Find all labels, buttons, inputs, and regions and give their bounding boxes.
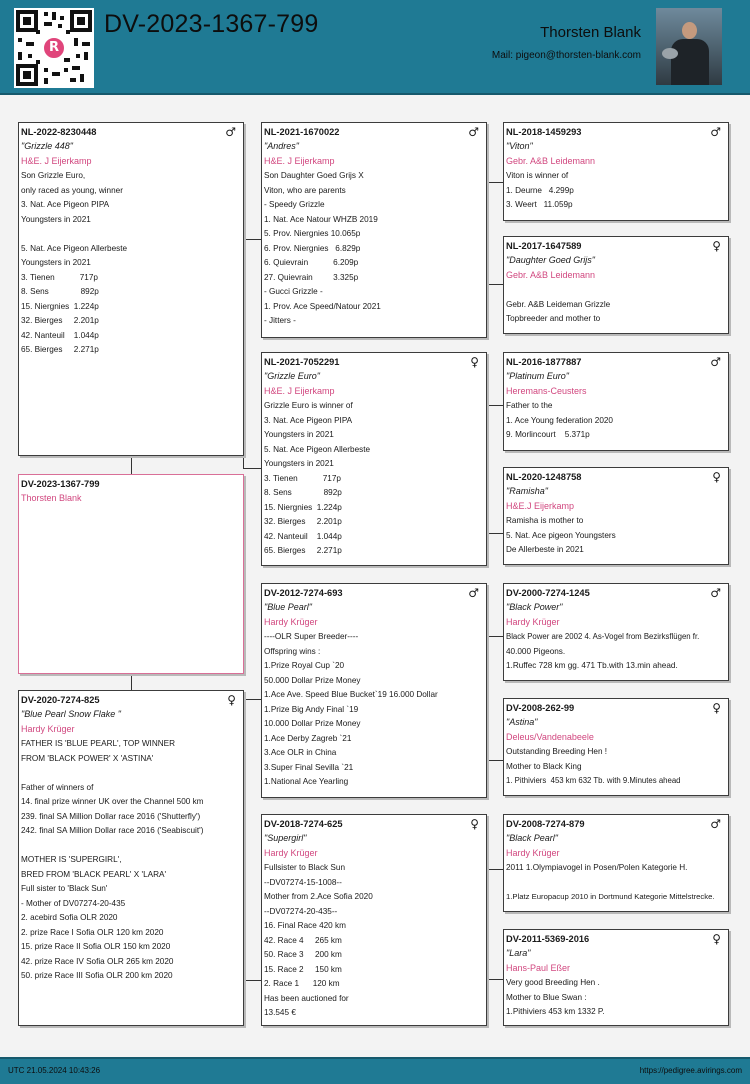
pedigree-card-sdd[interactable] xyxy=(503,467,729,565)
connector-to-ssd xyxy=(488,284,503,285)
owner-email[interactable]: Mail: pigeon@thorsten-blank.com xyxy=(491,50,641,61)
card-line: Mother to Black King xyxy=(506,761,582,771)
card-line: 5. Nat. Ace pigeon Youngsters xyxy=(506,530,616,540)
owner-photo xyxy=(656,8,722,85)
connector-sd-parents xyxy=(488,405,489,533)
card-line: - Mother of DV07274-20-435 xyxy=(21,898,126,908)
ring-number: DV-2011-5369-2016 xyxy=(506,934,590,944)
card-line: Mother from 2.Ace Sofia 2020 xyxy=(264,892,373,901)
ring-number: NL-2021-7052291 xyxy=(264,357,340,367)
female-icon: ♀ xyxy=(712,932,721,946)
card-line: - Gucci Grizzle - xyxy=(264,287,323,296)
pedigree-card-dss[interactable] xyxy=(503,583,729,681)
card-line: Youngsters in 2021 xyxy=(264,459,334,468)
ring-number: DV-2008-262-99 xyxy=(506,703,575,713)
card-line xyxy=(506,876,728,891)
breeder-name: Hardy Krüger xyxy=(264,848,318,858)
page-header xyxy=(0,0,750,95)
card-line: Grizzle Euro is winner of xyxy=(264,401,353,410)
card-line: 3. Weert 11.059p xyxy=(506,200,573,209)
ring-number: NL-2022-8230448 xyxy=(21,127,97,137)
card-line: MOTHER IS 'SUPERGIRL', xyxy=(21,855,122,864)
pedigree-card-sire[interactable] xyxy=(18,122,244,456)
card-line: 3. Nat. Ace Pigeon PIPA xyxy=(21,200,110,209)
card-line: 5. Nat. Ace Pigeon Allerbeste xyxy=(264,444,371,454)
connector-to-dsd xyxy=(488,760,503,761)
card-line: FROM 'BLACK POWER' X 'ASTINA' xyxy=(21,753,154,763)
card-line: Gebr. A&B Leideman Grizzle xyxy=(506,299,611,309)
pedigree-card-dam[interactable] xyxy=(18,690,244,1026)
card-line: 2. acebird Sofia OLR 2020 xyxy=(21,913,118,922)
ring-number: DV-2023-1367-799 xyxy=(21,479,100,489)
pedigree-card-ssd[interactable] xyxy=(503,236,729,334)
female-icon: ♀ xyxy=(227,693,236,707)
pigeon-name: "Blue Pearl" xyxy=(264,602,312,612)
ring-number: NL-2020-1248758 xyxy=(506,472,582,482)
connector-dd-parents xyxy=(488,869,489,979)
card-line: 1.Ace Ave. Speed Blue Bucket`19 16.000 Dollar xyxy=(264,690,438,699)
card-line: 239. final SA Million Dollar race 2016 ('Shutterfly') xyxy=(21,811,201,821)
card-line: Ramisha is mother to xyxy=(506,516,584,525)
pigeon-name: "Grizzle Euro" xyxy=(264,371,320,381)
breeder-name: Heremans-Ceusters xyxy=(506,386,587,396)
card-line: De Allerbeste in 2021 xyxy=(506,545,584,554)
card-line: 15. Niergnies 1.224p xyxy=(21,301,99,311)
card-line: 1. Pithiviers 453 km 632 Tb. with 9.Minutes ahead xyxy=(506,776,681,785)
connector-to-sss xyxy=(488,182,503,183)
male-icon: ♂ xyxy=(468,586,479,600)
card-line: 42. Nanteuil 1.044p xyxy=(264,531,342,541)
ring-number: NL-2016-1877887 xyxy=(506,357,582,367)
male-icon: ♂ xyxy=(710,355,721,369)
card-line: Father to the xyxy=(506,401,553,410)
male-icon: ♂ xyxy=(710,125,721,139)
card-line: 8. Sens 892p xyxy=(264,488,342,497)
connector-dam-to-dd xyxy=(243,980,261,981)
card-line: - Jitters - xyxy=(264,316,296,325)
card-line: 15. Race 2 150 km xyxy=(264,964,342,974)
card-line: - Speedy Grizzle xyxy=(264,200,325,209)
ring-number: DV-2012-7274-693 xyxy=(264,588,343,598)
card-line: 32. Bierges 2.201p xyxy=(264,517,342,526)
card-line: 42. prize Race IV Sofia OLR 265 km 2020 xyxy=(21,956,174,966)
pedigree-card-dam-sire[interactable] xyxy=(261,583,487,798)
card-line: 1.National Ace Yearling xyxy=(264,777,349,786)
breeder-name: Gebr. A&B Leidemann xyxy=(506,156,596,166)
card-line: Black Power are 2002 4. As-Vogel from Bezirksflügen fr. xyxy=(506,632,700,641)
qr-code-icon[interactable] xyxy=(14,8,94,88)
connector-ds-parents xyxy=(488,636,489,760)
male-icon: ♂ xyxy=(468,125,479,139)
card-line: 1.Prize Royal Cup `20 xyxy=(264,661,345,670)
card-line: 2. Race 1 120 km xyxy=(264,979,340,988)
pedigree-card-sds[interactable] xyxy=(503,352,729,451)
pigeon-name: "Grizzle 448" xyxy=(21,141,73,151)
card-line: Youngsters in 2021 xyxy=(264,430,334,439)
card-line: Son Daughter Goed Grijs X xyxy=(264,171,364,180)
card-line: 3.Super Final Sevilla `21 xyxy=(264,762,354,772)
card-line: 15. Niergnies 1.224p xyxy=(264,502,342,512)
document-title: DV-2023-1367-799 xyxy=(104,10,319,38)
card-line: 6. Quievrain 6.209p xyxy=(264,258,359,267)
card-line: Mother to Blue Swan : xyxy=(506,992,587,1002)
card-line xyxy=(506,283,728,298)
connector-to-dss xyxy=(488,636,503,637)
card-line: 9. Morlincourt 5.371p xyxy=(506,430,590,439)
pedigree-card-sire-sire[interactable] xyxy=(261,122,487,338)
connector-to-dds xyxy=(488,869,503,870)
card-line: FATHER IS 'BLUE PEARL', TOP WINNER xyxy=(21,739,176,748)
card-line: Viton, who are parents xyxy=(264,185,346,195)
pigeon-name: "Supergirl" xyxy=(264,833,307,843)
ring-number: NL-2018-1459293 xyxy=(506,127,582,137)
female-icon: ♀ xyxy=(470,817,479,831)
card-line: 10.000 Dollar Prize Money xyxy=(264,719,361,728)
ring-number: DV-2008-7274-879 xyxy=(506,819,585,829)
card-line: 1. Ace Young federation 2020 xyxy=(506,415,613,425)
breeder-name: Hans-Paul Eßer xyxy=(506,963,571,973)
card-line: 32. Bierges 2.201p xyxy=(21,316,99,325)
photo-figure-head xyxy=(682,22,697,39)
breeder-name: H&E. J Eijerkamp xyxy=(264,386,335,396)
breeder-name: Hardy Krüger xyxy=(264,617,318,627)
card-line: 13.545 € xyxy=(264,1008,296,1017)
breeder-name: H&E. J Eijerkamp xyxy=(21,156,92,166)
card-line: Fullsister to Black Sun xyxy=(264,863,345,872)
card-line: 65. Bierges 2.271p xyxy=(21,345,99,354)
owner-breeder-name: Thorsten Blank xyxy=(21,493,82,503)
pedigree-card-ddd[interactable] xyxy=(503,929,729,1026)
pigeon-name: "Platinum Euro" xyxy=(506,371,569,381)
card-line: 40.000 Pigeons. xyxy=(506,646,566,656)
male-icon: ♂ xyxy=(710,586,721,600)
card-line: 1.Platz Europacup 2010 in Dortmund Kategorie Mittelstrecke. xyxy=(506,892,715,901)
card-line: 3.Ace OLR in China xyxy=(264,748,337,757)
card-line: 1.Pithiviers 453 km 1332 P. xyxy=(506,1007,605,1016)
connector-dam-to-ds xyxy=(243,699,261,700)
breeder-name: Deleus/Vandenabeele xyxy=(506,732,594,742)
card-line xyxy=(21,766,243,781)
female-icon: ♀ xyxy=(712,470,721,484)
ring-number: DV-2018-7274-625 xyxy=(264,819,343,829)
card-line: 27. Quievrain 3.325p xyxy=(264,272,359,282)
female-icon: ♀ xyxy=(712,701,721,715)
connector-sire-to-sd xyxy=(243,468,261,469)
card-line: 14. final prize winner UK over the Channel 500 km xyxy=(21,797,204,806)
male-icon: ♂ xyxy=(710,817,721,831)
breeder-name: Hardy Krüger xyxy=(506,848,560,858)
pedigree-card-dsd[interactable] xyxy=(503,698,729,796)
connector-to-ddd xyxy=(488,979,503,980)
ring-number: DV-2000-7274-1245 xyxy=(506,588,590,598)
card-line xyxy=(21,839,243,854)
card-line: 42. Race 4 265 km xyxy=(264,935,342,945)
breeder-name: Hardy Krüger xyxy=(506,617,560,627)
card-line: 2011 1.Olympiavogel in Posen/Polen Kategorie H. xyxy=(506,863,688,872)
card-line: 5. Nat. Ace Pigeon Allerbeste xyxy=(21,243,128,253)
pigeon-name: "Black Power" xyxy=(506,602,563,612)
card-line: 15. prize Race II Sofia OLR 150 km 2020 xyxy=(21,942,171,951)
photo-figure-body xyxy=(671,39,709,85)
card-line: 1. Nat. Ace Natour WHZB 2019 xyxy=(264,214,378,224)
pigeon-name: "Ramisha" xyxy=(506,486,548,496)
pigeon-name: "Black Pearl" xyxy=(506,833,558,843)
pigeon-name: "Daughter Goed Grijs" xyxy=(506,255,595,265)
card-line: Youngsters in 2021 xyxy=(21,214,91,224)
connector-sire-to-ss xyxy=(243,239,261,240)
breeder-name: H&E.J Eijerkamp xyxy=(506,501,575,511)
connector-ss-parents xyxy=(488,182,489,284)
breeder-name: H&E. J Eijerkamp xyxy=(264,156,335,166)
card-line xyxy=(21,227,243,242)
footer-url-link[interactable]: https://pedigree.avirings.com xyxy=(639,1066,742,1075)
pigeon-name: "Blue Pearl Snow Flake " xyxy=(21,709,121,719)
card-line: 2. prize Race I Sofia OLR 120 km 2020 xyxy=(21,927,164,937)
card-line: 42. Nanteuil 1.044p xyxy=(21,330,99,340)
female-icon: ♀ xyxy=(470,355,479,369)
card-line: Very good Breeding Hen . xyxy=(506,978,600,987)
avirings-logo-icon: R xyxy=(42,36,66,60)
card-line: 3. Nat. Ace Pigeon PIPA xyxy=(264,415,353,425)
card-line: Offspring wins : xyxy=(264,646,321,656)
card-line: Youngsters in 2021 xyxy=(21,258,91,267)
card-line: 6. Prov. Niergnies 6.829p xyxy=(264,243,361,253)
card-line: Outstanding Breeding Hen ! xyxy=(506,747,608,756)
footer-timestamp: UTC 21.05.2024 10:43:26 xyxy=(8,1066,101,1075)
connector-to-sds xyxy=(488,405,503,406)
card-line: 16. Final Race 420 km xyxy=(264,921,346,930)
breeder-name: Hardy Krüger xyxy=(21,724,75,734)
owner-name: Thorsten Blank xyxy=(540,24,641,41)
card-line: Son Grizzle Euro, xyxy=(21,171,86,180)
pedigree-card-dds[interactable] xyxy=(503,814,729,912)
card-line: 8. Sens 892p xyxy=(21,287,99,296)
card-line: 1.Ruffec 728 km gg. 471 Tb.with 13.min ahead. xyxy=(506,661,678,670)
pedigree-card-dam-dam[interactable] xyxy=(261,814,487,1026)
ring-number: DV-2020-7274-825 xyxy=(21,695,100,705)
card-line: Topbreeder and mother to xyxy=(506,314,601,323)
pedigree-card-sire-dam[interactable] xyxy=(261,352,487,566)
card-line: --DV07274-15-1008-- xyxy=(264,877,342,887)
card-line: 50. Race 3 200 km xyxy=(264,950,342,959)
card-line: 3. Tienen 717p xyxy=(264,473,341,483)
card-line: --DV07274-20-435-- xyxy=(264,906,338,916)
female-icon: ♀ xyxy=(712,239,721,253)
card-line: 50.000 Dollar Prize Money xyxy=(264,675,361,685)
card-line: 1. Prov. Ace Speed/Natour 2021 xyxy=(264,301,381,311)
breeder-name: Gebr. A&B Leidemann xyxy=(506,270,596,280)
ring-number: NL-2017-1647589 xyxy=(506,241,582,251)
card-line: 65. Bierges 2.271p xyxy=(264,546,342,555)
card-line: 1.Ace Derby Zagreb `21 xyxy=(264,733,352,743)
card-line: Has been auctioned for xyxy=(264,993,349,1003)
card-line: only raced as young, winner xyxy=(21,185,123,195)
card-line: Viton is winner of xyxy=(506,171,569,180)
card-line: 1. Deurne 4.299p xyxy=(506,185,574,195)
card-line: Full sister to 'Black Sun' xyxy=(21,884,108,893)
pedigree-card-sss[interactable] xyxy=(503,122,729,221)
card-line: 50. prize Race III Sofia OLR 200 km 2020 xyxy=(21,971,173,980)
card-line: Father of winners of xyxy=(21,782,94,792)
male-icon: ♂ xyxy=(225,125,236,139)
card-line: 242. final SA Million Dollar race 2016 ('Seabiscuit') xyxy=(21,826,204,835)
pigeon-name: "Astina" xyxy=(506,717,538,727)
photo-pigeon xyxy=(662,48,678,59)
ring-number: NL-2021-1670022 xyxy=(264,127,340,137)
page-footer xyxy=(0,1057,750,1084)
pigeon-name: "Andres" xyxy=(264,141,299,151)
card-line: 5. Prov. Niergnies 10.065p xyxy=(264,229,361,238)
connector-to-sdd xyxy=(488,533,503,534)
pigeon-name: "Lara" xyxy=(506,948,531,958)
card-line: ----OLR Super Breeder---- xyxy=(264,632,359,641)
card-line: 1.Prize Big Andy Final `19 xyxy=(264,704,359,714)
card-line: 3. Tienen 717p xyxy=(21,272,98,282)
connector-subject-dam xyxy=(131,674,132,690)
card-line: BRED FROM 'BLACK PEARL' X 'LARA' xyxy=(21,869,167,879)
pigeon-name: "Viton" xyxy=(506,141,533,151)
connector-sire-subject xyxy=(131,456,132,474)
pedigree-card-subject[interactable] xyxy=(18,474,244,674)
